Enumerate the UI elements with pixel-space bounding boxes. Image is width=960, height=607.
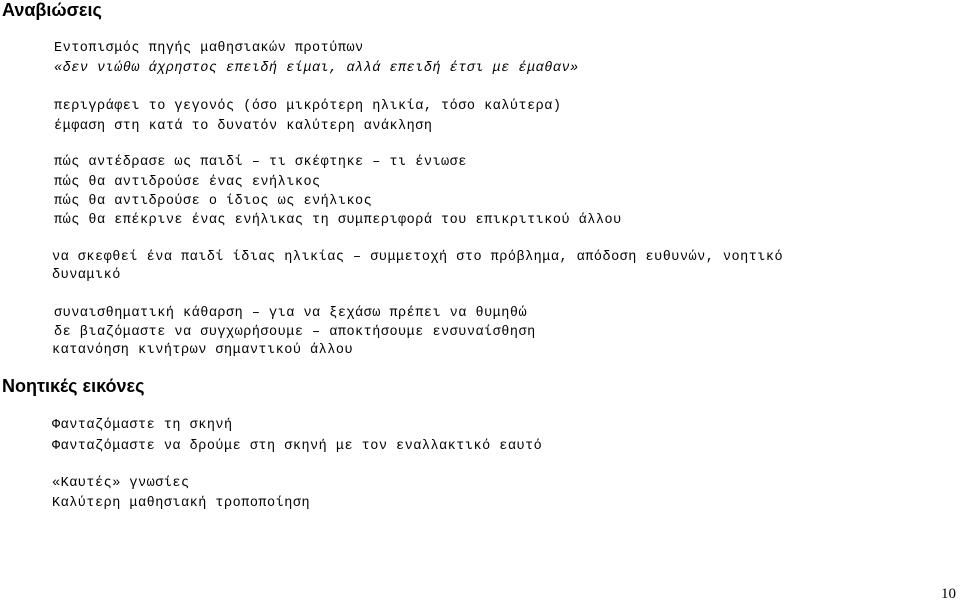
- section-heading-revivals: Αναβιώσεις: [2, 0, 102, 20]
- text-line: Καλύτερη μαθησιακή τροποποίηση: [52, 496, 311, 511]
- text-line: πώς θα αντιδρούσε ένας ενήλικος: [54, 175, 321, 190]
- text-line: Φανταζόμαστε τη σκηνή: [52, 418, 233, 433]
- text-line: Εντοπισμός πηγής μαθησιακών προτύπων: [54, 41, 364, 56]
- section-heading-mental-images: Νοητικές εικόνες: [2, 376, 145, 396]
- text-line: κατανόηση κινήτρων σημαντικού άλλου: [52, 343, 354, 358]
- text-line: «Καυτές» γνωσίες: [52, 476, 190, 491]
- text-line: περιγράφει το γεγονός (όσο μικρότερη ηλικία, τόσο καλύτερα): [54, 99, 562, 114]
- text-line: Φανταζόμαστε να δρούμε στη σκηνή με τον εναλλακτικό εαυτό: [52, 439, 543, 454]
- text-line: να σκεφθεί ένα παιδί ίδιας ηλικίας – συμμετοχή στο πρόβλημα, απόδοση ευθυνών, νοητικό: [52, 250, 784, 265]
- text-line: πώς θα αντιδρούσε ο ίδιος ως ενήλικος: [54, 194, 373, 209]
- text-line: δε βιαζόμαστε να συγχωρήσουμε – αποκτήσουμε ενσυναίσθηση: [54, 325, 536, 340]
- text-line: πώς θα επέκρινε ένας ενήλικας τη συμπεριφορά του επικριτικού άλλου: [54, 213, 622, 228]
- text-line: συναισθηματική κάθαρση – για να ξεχάσω πρέπει να θυμηθώ: [54, 306, 528, 321]
- quote-line: «δεν νιώθω άχρηστος επειδή είμαι, αλλά επειδή έτσι με έμαθαν»: [54, 61, 579, 76]
- text-line: έμφαση στη κατά το δυνατόν καλύτερη ανάκληση: [54, 119, 433, 134]
- text-line: δυναμικό: [52, 268, 121, 283]
- text-line: πώς αντέδρασε ως παιδί – τι σκέφτηκε – τι ένιωσε: [54, 155, 467, 170]
- page-number: 10: [941, 586, 956, 602]
